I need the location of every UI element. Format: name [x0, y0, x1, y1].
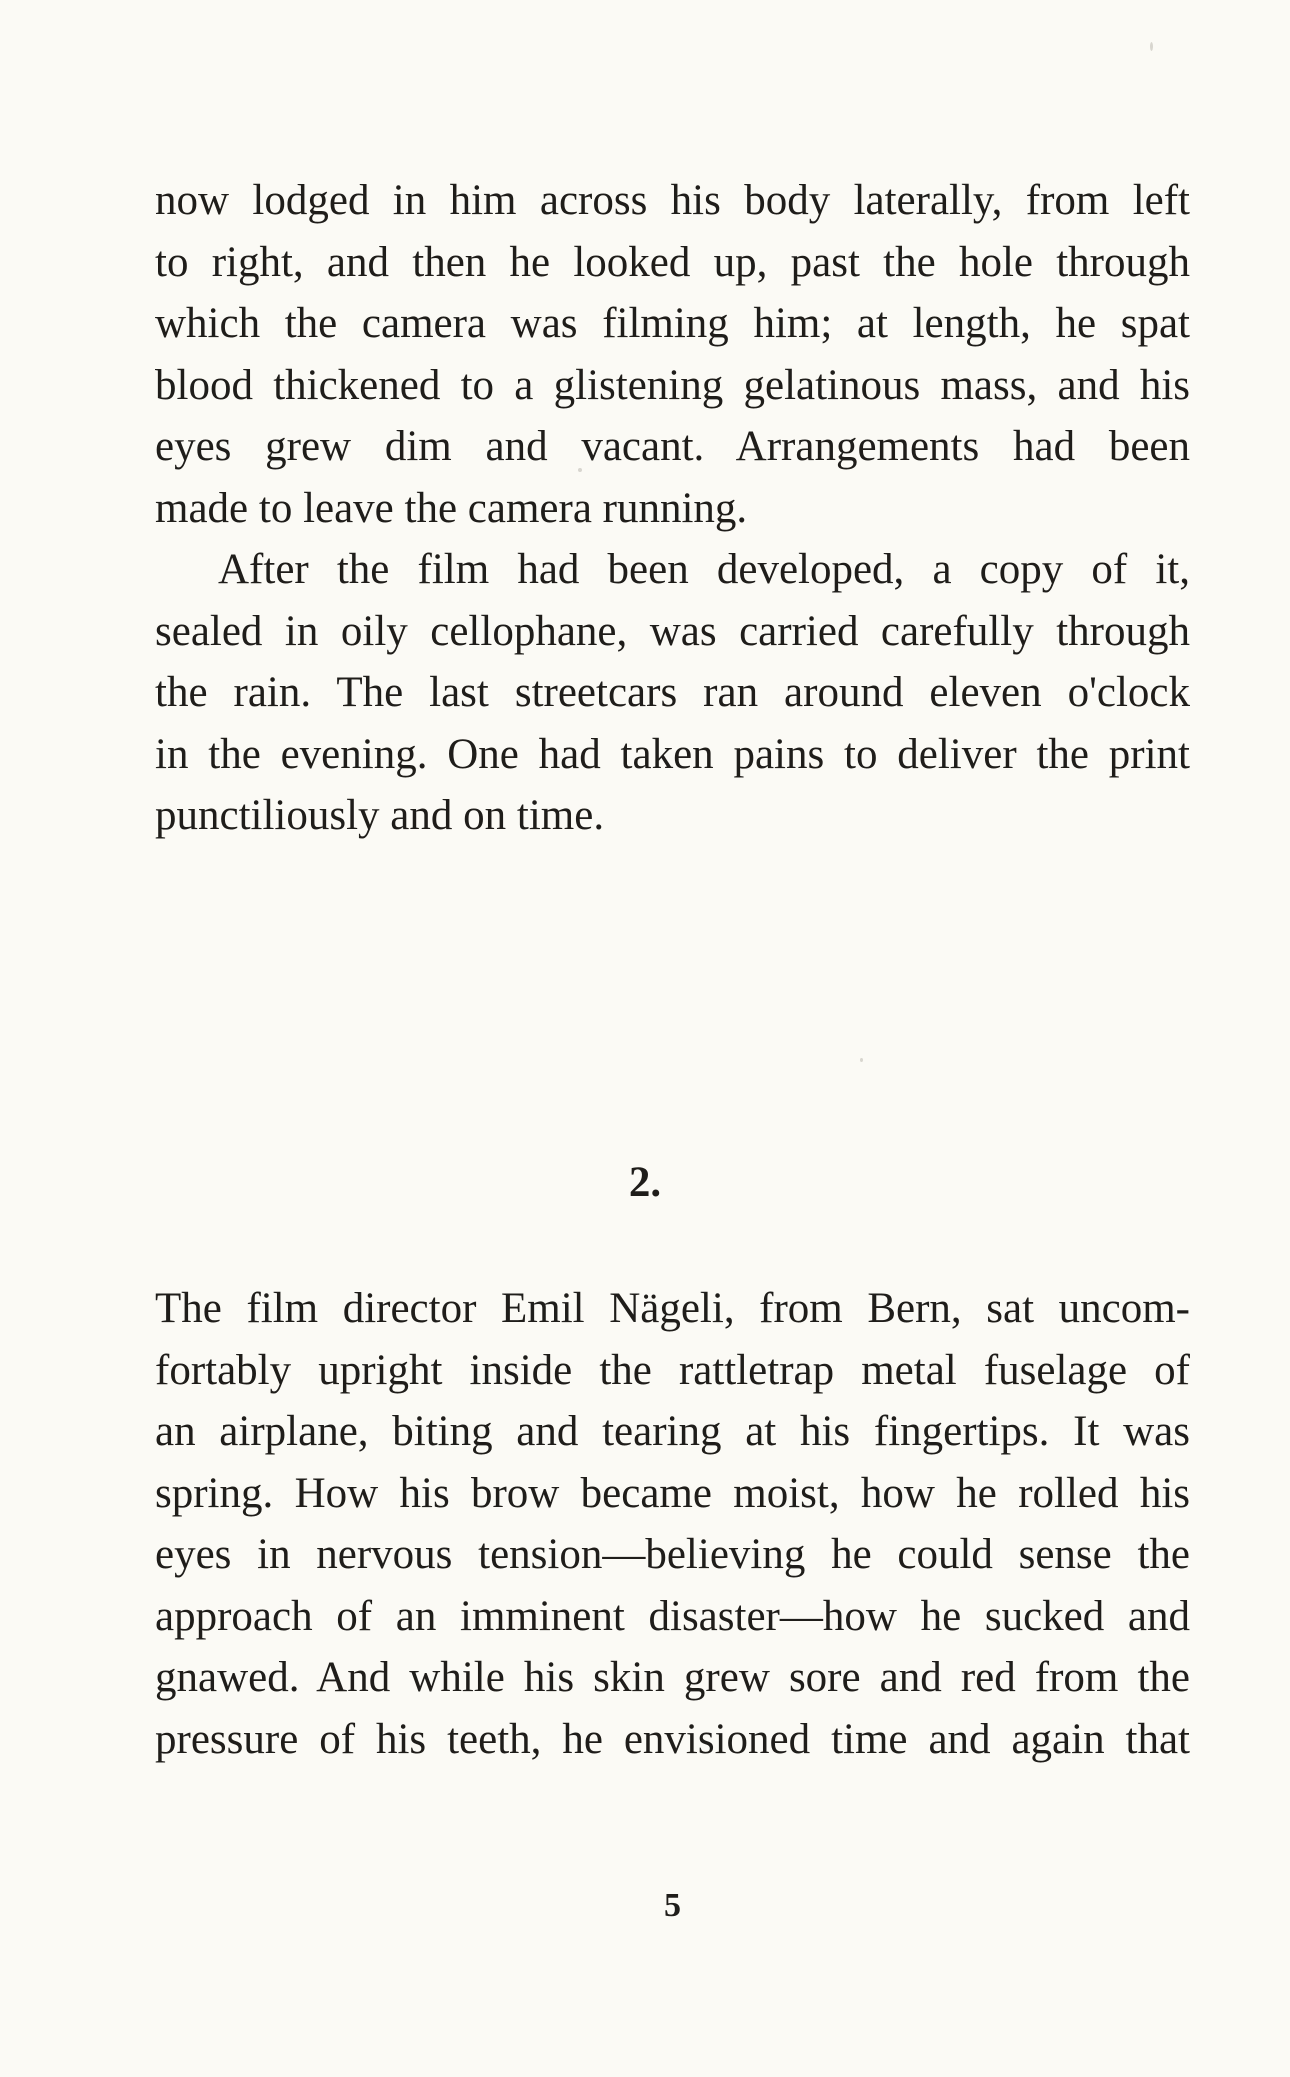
text-line: to right, and then he looked up, past the hole through: [155, 238, 1190, 286]
paper-speck: [860, 1058, 863, 1062]
text-line: pressure of his teeth, he envisioned time and again that: [155, 1715, 1190, 1763]
text-line: spring. How his brow became moist, how he rolled his: [155, 1469, 1190, 1517]
text-line: now lodged in him across his body laterally, from left: [155, 177, 1190, 224]
text-line: eyes in nervous tension—believing he could sense the: [155, 1531, 1190, 1578]
text-line: eyes grew dim and vacant. Arrangements had been: [155, 423, 1190, 470]
paragraph: [155, 170, 1190, 539]
paragraph: [155, 1278, 1190, 1770]
text-line: punctiliously and on time.: [155, 792, 605, 839]
text-block-top: [155, 170, 1190, 847]
text-line: approach of an imminent disaster—how he sucked and: [155, 1592, 1190, 1640]
section-number: 2.: [628, 1159, 662, 1206]
text-line: the rain. The last streetcars ran around eleven o'clock: [155, 669, 1190, 716]
paragraph: [155, 539, 1190, 847]
text-block-bottom: [155, 1278, 1190, 1770]
text-line: in the evening. One had taken pains to deliver the print: [155, 730, 1190, 778]
text-line: After the film had been developed, a copy of it,: [218, 546, 1190, 593]
paper-speck: [1150, 42, 1153, 51]
text-line: blood thickened to a glistening gelatinous mass, and his: [155, 361, 1190, 409]
text-line: The film director Emil Nägeli, from Bern, sat uncom-: [155, 1285, 1190, 1332]
text-line: made to leave the camera running.: [155, 484, 748, 532]
text-line: gnawed. And while his skin grew sore and red from the: [155, 1654, 1190, 1701]
text-line: sealed in oily cellophane, was carried carefully through: [155, 607, 1190, 655]
text-line: fortably upright inside the rattletrap metal fuselage of: [155, 1346, 1190, 1394]
text-line: an airplane, biting and tearing at his fingertips. It was: [155, 1408, 1190, 1455]
page-number: 5: [664, 1887, 681, 1924]
text-line: which the camera was filming him; at length, he spat: [155, 300, 1190, 347]
